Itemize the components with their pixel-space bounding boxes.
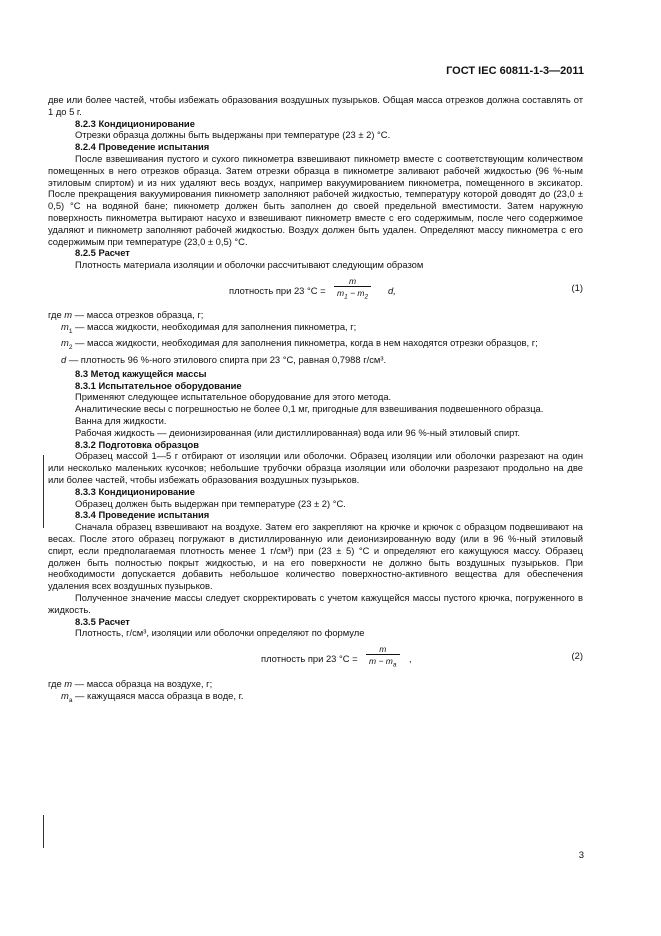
paragraph-intro: две или более частей, чтобы избежать образования воздушных пузырьков. Общая масса отрезков должна составлять от 1 до 5 г. <box>48 94 583 117</box>
formula-2-lhs: плотность при 23 °С = <box>261 653 358 665</box>
section-8-3-4-text-2: Полученное значение массы следует скорректировать с учетом кажущейся массы пустого крючка, погруженного в жидкость. <box>48 592 583 615</box>
section-8-2-5-title: 8.2.5 Расчет <box>75 247 130 259</box>
formula-1-numerator: m <box>349 275 357 286</box>
document-code-header: ГОСТ IEC 60811-1-3—2011 <box>446 65 584 77</box>
legend-m1: $m_1$ — масса жидкости, необходимая для заполнения пикнометра, г; <box>61 320 357 335</box>
formula-2-denominator: $m - m_a$ <box>366 654 400 671</box>
section-8-3-3-text: Образец должен быть выдержан при температуре (23 ± 2) °С. <box>75 497 346 509</box>
section-8-3-title: 8.3 Метод кажущейся массы <box>75 367 207 379</box>
formula-2-tail: , <box>409 653 412 665</box>
formula-2-number: (2) <box>571 650 583 662</box>
formula-1-denominator: $m_1 - m_2$ <box>334 286 371 303</box>
section-8-2-4-title: 8.2.4 Проведение испытания <box>75 141 210 153</box>
formula-1-lhs: плотность при 23 °С = <box>229 284 326 296</box>
legend-m2: $m_2$ — масса жидкости, необходимая для заполнения пикнометра, когда в нем находятся отрезки образцов, г; <box>61 337 538 352</box>
section-8-3-4-title: 8.3.4 Проведение испытания <box>75 509 210 521</box>
section-8-3-1-para-2: Аналитические весы с погрешностью не более 0,1 мг, пригодные для взвешивания подвешенного образца. <box>75 403 544 415</box>
section-8-2-4-text: После взвешивания пустого и сухого пикнометра взвешивают пикнометр вместе с соответствующим количеством помещенных в него отрезков образца. Затем отрезки образца в пикнометре заливают рабочей жидкостью (96 %-ным этиловым спиртом) и из них удаляют весь воздух, например вакуумированием пикнометра, помещенного в эксикатор. После прекращения вакуумирования пикнометр заполняют рабочей жидкостью, температуру которой доводят до (23,0 ± 0,5) °С на водяной бане; пикнометр должен быть заполнен до своей предельной вместимости. Затем наружную поверхность пикнометра вытирают насухо и взвешивают пикнометр вместе с его содержимым, после чего содержимое удаляют и пикнометр заполняют рабочей жидкостью. Воздух должен быть удален. Определяют массу пикнометра с его содержимым при температуре (23,0 ± 0,5) °С. <box>48 152 583 247</box>
page-number: 3 <box>578 850 584 861</box>
section-8-3-5-text: Плотность, г/см³, изоляции или оболочки определяют по формуле <box>75 627 365 639</box>
formula-1-fraction <box>334 276 371 303</box>
formula-1-tail: d, <box>388 284 396 296</box>
formula-2 <box>48 644 583 674</box>
formula-1-number: (1) <box>571 281 583 293</box>
legend-d: d — плотность 96 %-ного этилового спирта при 23 °С, равная 0,7988 г/см³. <box>61 354 387 366</box>
change-bar <box>43 815 44 848</box>
section-8-3-2-title: 8.3.2 Подготовка образцов <box>75 438 199 450</box>
legend-m: где m — масса отрезков образца, г; <box>48 308 204 320</box>
document-body <box>48 94 583 707</box>
section-8-3-1-para-1: Применяют следующее испытательное оборудование для этого метода. <box>75 391 392 403</box>
legend-formula-2 <box>48 678 583 706</box>
section-8-2-3-text: Отрезки образца должны быть выдержаны при температуре (23 ± 2) °С. <box>75 129 391 141</box>
section-8-3-5-title: 8.3.5 Расчет <box>75 615 130 627</box>
section-8-3-4-text: Сначала образец взвешивают на воздухе. Затем его закрепляют на крючке и крючок с образцом подвешивают на весах. После этого образец погружают в дистиллированную или деионизированную воду (или в 96 %-ный этиловый спирт, если предполагаемая плотность менее 1 г/см³) при (23 ± 5) °С и определяют его кажущуюся массу. Образец должен быть полностью покрыт жидкостью, и на его поверхности не должно быть воздушных пузырьков. При необходимости допускается добавить небольшое количество поверхностно-активного вещества для обеспечения удаления всех воздушных пузырьков. <box>48 521 583 592</box>
section-8-3-2-text: Образец массой 1—5 г отбирают от изоляции или оболочки. Образец изоляции или оболочки разрезают на один или несколько маленьких кусочков; небольшие трубочки образца изоляции или оболочки разрезают продольно на две или более частей, чтобы избежать образования воздушных пузырьков. <box>48 450 583 486</box>
section-8-3-1-title: 8.3.1 Испытательное оборудование <box>75 379 242 391</box>
legend-formula-1 <box>48 309 583 366</box>
formula-2-fraction <box>366 644 400 671</box>
section-8-3-1-para-4: Рабочая жидкость — деионизированная (или дистиллированная) вода или 96 %-ный этиловый спирт. <box>75 426 520 438</box>
section-8-3-3-title: 8.3.3 Кондиционирование <box>75 485 195 497</box>
change-bar <box>43 455 44 528</box>
section-8-2-5-text: Плотность материала изоляции и оболочки рассчитывают следующим образом <box>75 259 424 271</box>
legend-ma: $m_a$ — кажущаяся масса образца в воде, г. <box>61 690 244 704</box>
legend-m-air: где m — масса образца на воздухе, г; <box>48 678 213 690</box>
formula-1 <box>48 276 583 306</box>
section-8-2-3-title: 8.2.3 Кондиционирование <box>75 117 195 129</box>
section-8-3-1-para-3: Ванна для жидкости. <box>75 415 167 427</box>
formula-2-numerator: m <box>379 644 387 655</box>
